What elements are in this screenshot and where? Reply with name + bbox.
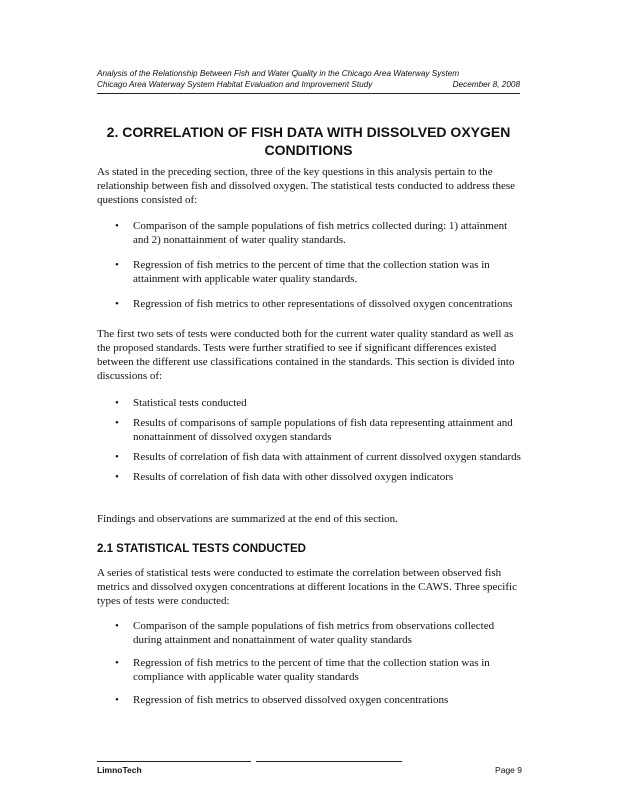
intro-paragraph: As stated in the preceding section, three of the key questions in this analysis pertain to the relationship between fish and dissolved oxygen. The statistical tests conducted to address these questions consisted of: (97, 166, 516, 206)
section-title: 2. CORRELATION OF FISH DATA WITH DISSOLVED OXYGEN CONDITIONS (106, 124, 511, 158)
list-item: • Comparison of the sample populations of fish metrics collected during: 1) attainment and 2) nonattainment of water quality standards. (115, 220, 508, 246)
footer-rule-left (97, 761, 251, 762)
list-item: • Results of correlation of fish data with attainment of current dissolved oxygen standards (115, 451, 521, 463)
list-item: • Regression of fish metrics to observed dissolved oxygen concentrations (115, 694, 449, 706)
bullet-icon: • (115, 620, 119, 632)
running-header-subtitle-row (97, 80, 520, 90)
bullet-icon: • (115, 259, 119, 271)
list-item: • Statistical tests conducted (115, 397, 247, 409)
bullet-icon: • (115, 657, 119, 669)
list-item: • Regression of fish metrics to the percent of time that the collection station was in attainment with applicable water quality standards. (115, 259, 490, 285)
findings-paragraph: Findings and observations are summarized at the end of this section. (97, 513, 398, 525)
scope-paragraph: The first two sets of tests were conducted both for the current water quality standard as well as the proposed standards. Tests were further stratified to see if significant differences existed between the different use classifications contained in the standards. This section is divided into discussions of: (97, 328, 515, 382)
running-header-title: Analysis of the Relationship Between Fish and Water Quality in the Chicago Area Waterway System (97, 69, 460, 78)
bullet-icon: • (115, 471, 119, 483)
running-header-date: December 8, 2008 (452, 80, 520, 89)
list-item: • Regression of fish metrics to other representations of dissolved oxygen concentrations (115, 298, 513, 310)
list-item: • Comparison of the sample populations of fish metrics from observations collected during attainment and nonattainment of water quality standards (115, 620, 495, 646)
test-types-list (97, 619, 522, 716)
section-contents-list (97, 396, 522, 490)
bullet-icon: • (115, 298, 119, 310)
footer-company: LimnoTech (97, 765, 142, 775)
subsection-paragraph: A series of statistical tests were conducted to estimate the correlation between observed fish metrics and dissolved oxygen concentrations at different locations in the CAWS. Three specific types of tests were conducted: (97, 567, 517, 607)
bullet-icon: • (115, 417, 119, 429)
subsection-title: 2.1 STATISTICAL TESTS CONDUCTED (97, 543, 306, 555)
page-number: Page 9 (495, 765, 522, 775)
list-item: • Regression of fish metrics to the percent of time that the collection station was in compliance with applicable water quality standards (115, 657, 490, 683)
bullet-icon: • (115, 220, 119, 232)
list-item: • Results of correlation of fish data with other dissolved oxygen indicators (115, 471, 454, 483)
key-questions-list (97, 219, 522, 322)
header-rule (97, 93, 520, 94)
bullet-icon: • (115, 451, 119, 463)
bullet-icon: • (115, 694, 119, 706)
running-header-study: Chicago Area Waterway System Habitat Evaluation and Improvement Study (97, 80, 373, 89)
list-item: • Results of comparisons of sample populations of fish data representing attainment and nonattainment of dissolved oxygen standards (115, 417, 513, 443)
bullet-icon: • (115, 397, 119, 409)
footer-rule-right (256, 761, 402, 762)
